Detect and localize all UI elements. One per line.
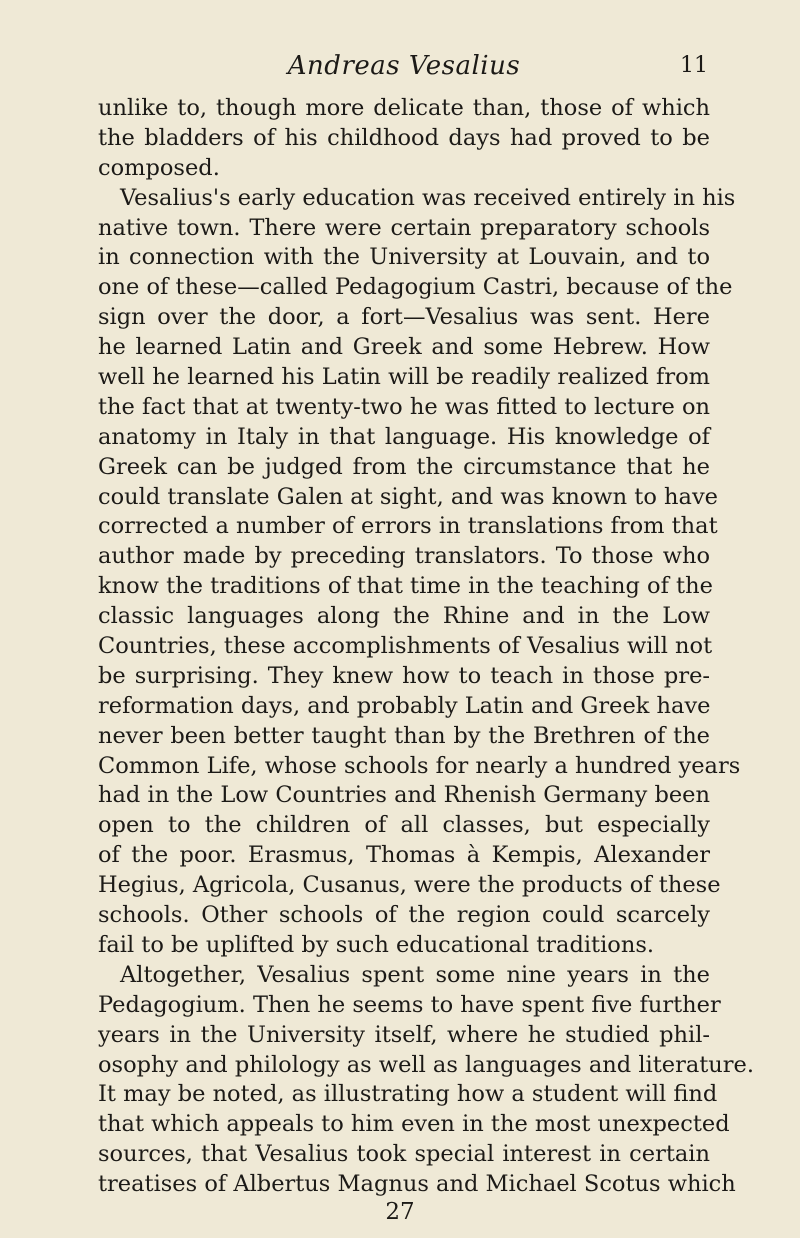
text-line: in connection with the University at Louvain, and to	[98, 244, 710, 271]
text-line: the bladders of his childhood days had proved to be	[98, 124, 710, 151]
text-line: Greek can be judged from the circumstance that he	[98, 453, 710, 480]
text-line: schools. Other schools of the region could scarcely	[98, 902, 710, 929]
text-line: native town. There were certain preparatory schools	[98, 214, 710, 241]
text-line: that which appeals to him even in the most unexpected	[98, 1111, 730, 1138]
header-page-number: 11	[680, 53, 708, 78]
text-line: Vesalius's early education was received entirely in his	[120, 184, 736, 211]
paragraph	[98, 184, 741, 961]
text-line: classic languages along the Rhine and in the Low	[98, 603, 710, 630]
paragraph	[98, 94, 710, 184]
text-line: sources, that Vesalius took special interest in certain	[98, 1141, 710, 1168]
text-line: Pedagogium. Then he seems to have spent five further	[98, 991, 721, 1018]
text-line: one of these—called Pedagogium Castri, because of the	[98, 274, 733, 301]
text-line: osophy and philology as well as languages and literature.	[98, 1051, 755, 1078]
text-line: author made by preceding translators. To those who	[98, 543, 710, 570]
text-line: It may be noted, as illustrating how a student will find	[98, 1081, 718, 1108]
text-line: sign over the door, a fort—Vesalius was sent. Here	[98, 304, 710, 331]
text-line: had in the Low Countries and Rhenish Germany been	[98, 782, 710, 809]
paragraph	[98, 961, 755, 1200]
text-line: know the traditions of that time in the teaching of the	[98, 573, 713, 600]
running-title: Andreas Vesalius	[287, 51, 521, 81]
text-line: years in the University itself, where he studied phil-	[98, 1021, 710, 1048]
running-header	[98, 48, 710, 88]
text-line: be surprising. They knew how to teach in those pre-	[98, 662, 710, 689]
folio-number: 27	[385, 1199, 415, 1225]
text-line: Altogether, Vesalius spent some nine years in the	[120, 961, 710, 988]
text-line: anatomy in Italy in that language. His knowledge of	[98, 423, 710, 450]
text-line: he learned Latin and Greek and some Hebrew. How	[98, 334, 710, 361]
text-line: open to the children of all classes, but especially	[98, 812, 710, 839]
text-line: corrected a number of errors in translations from that	[98, 513, 718, 540]
text-line: well he learned his Latin will be readily realized from	[98, 364, 710, 391]
text-line: unlike to, though more delicate than, those of which	[98, 95, 710, 121]
text-line: of the poor. Erasmus, Thomas à Kempis, Alexander	[98, 842, 710, 869]
text-line: Hegius, Agricola, Cusanus, were the products of these	[98, 872, 721, 899]
body-text	[98, 94, 755, 1200]
text-line: treatises of Albertus Magnus and Michael Scotus which	[98, 1171, 736, 1198]
text-line: reformation days, and probably Latin and Greek have	[98, 692, 711, 719]
text-line: composed.	[98, 154, 220, 181]
text-line: Countries, these accomplishments of Vesalius will not	[98, 633, 713, 660]
text-line: fail to be uplifted by such educational traditions.	[98, 931, 655, 958]
text-line: Common Life, whose schools for nearly a hundred years	[98, 752, 741, 779]
text-line: never been better taught than by the Brethren of the	[98, 722, 710, 749]
text-line: could translate Galen at sight, and was known to have	[98, 483, 718, 510]
text-line: the fact that at twenty-two he was fitted to lecture on	[98, 393, 710, 420]
